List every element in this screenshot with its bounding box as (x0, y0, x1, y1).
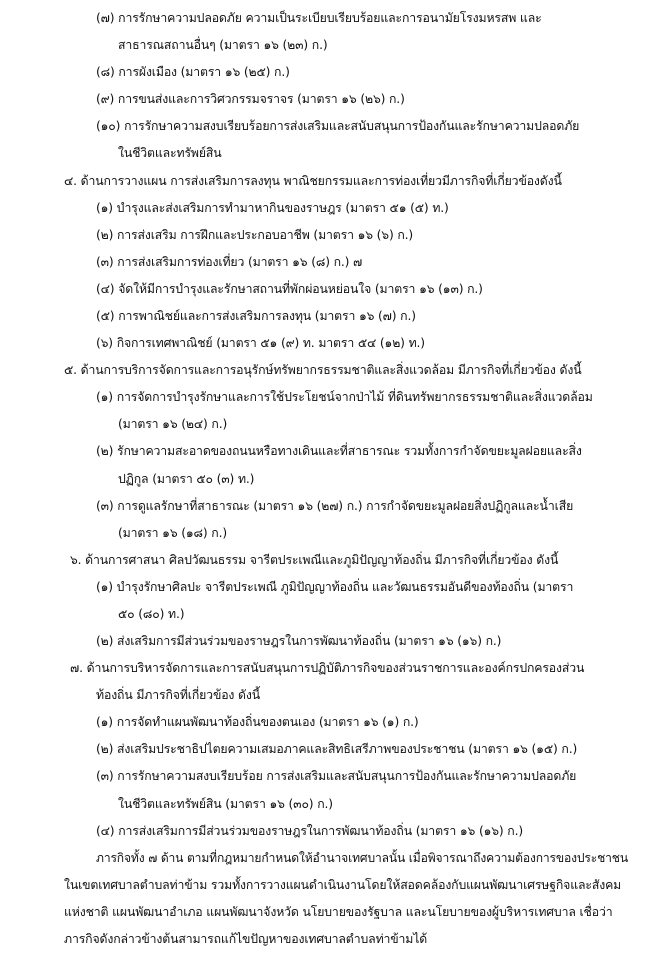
section-5-item-2: (๒) รักษาความสะอาดของถนนหรือทางเดินและที่สาธารณะ รวมทั้งการกำจัดขยะมูลฝอยและสิ่ง (96, 444, 582, 458)
summary-paragraph-line-2: ในเขตเทศบาลตำบลท่าข้าม รวมทั้งการวางแผนดำเนินงานโดยให้สอดคล้องกับแผนพัฒนาเศรษฐกิจและสังคม (64, 878, 622, 892)
item-9-transport: (๙) การขนส่งและการวิศวกรรมจราจร (มาตรา ๑๖ (๒๖) ก.) (96, 92, 405, 106)
item-10-order: (๑๐) การรักษาความสงบเรียบร้อยการส่งเสริมและสนับสนุนการป้องกันและรักษาความปลอดภัย (96, 119, 580, 133)
section-7-heading: ๗. ด้านการบริหารจัดการและการสนับสนุนการปฏิบัติภารกิจของส่วนราชการและองค์กรปกครองส่วน (70, 661, 585, 675)
section-5-item-1-continuation: (มาตรา ๑๖ (๒๔) ก.) (118, 417, 228, 431)
section-4-item-6: (๖) กิจการเทศพาณิชย์ (มาตรา ๕๑ (๙) ท. มาตรา ๕๔ (๑๒) ท.) (96, 336, 425, 350)
item-7-public-safety: (๗) การรักษาความปลอดภัย ความเป็นระเบียบเรียบร้อยและการอนามัยโรงมหรสพ และ (96, 11, 542, 25)
summary-paragraph-line-4: ภารกิจดังกล่าวข้างต้นสามารถแก้ไขปัญหาของเทศบาลตำบลท่าข้ามได้ (64, 932, 428, 946)
section-4-item-5: (๕) การพาณิชย์และการส่งเสริมการลงทุน (มาตรา ๑๖ (๗) ก.) (96, 309, 416, 323)
section-7-item-4: (๔) การส่งเสริมการมีส่วนร่วมของราษฎรในการพัฒนาท้องถิ่น (มาตรา ๑๖ (๑๖) ก.) (96, 824, 524, 838)
section-4-item-3: (๓) การส่งเสริมการท่องเที่ยว (มาตรา ๑๖ (๘) ก.) ๗ (96, 255, 363, 269)
item-10-continuation: ในชีวิตและทรัพย์สิน (118, 146, 222, 160)
section-5-item-1: (๑) การจัดการบำรุงรักษาและการใช้ประโยชน์จากป่าไม้ ที่ดินทรัพยากรธรรมชาติและสิ่งแวดล้อม (96, 390, 593, 404)
section-6-item-2: (๒) ส่งเสริมการมีส่วนร่วมของราษฎรในการพัฒนาท้องถิ่น (มาตรา ๑๖ (๑๖) ก.) (96, 634, 502, 648)
section-5-item-2-continuation: ปฏิกูล (มาตรา ๕๐ (๓) ท.) (118, 472, 255, 486)
section-6-heading: ๖. ด้านการศาสนา ศิลปวัฒนธรรม จารีตประเพณีและภูมิปัญญาท้องถิ่น มีภารกิจที่เกี่ยวข้อง ดังนี้ (70, 553, 559, 567)
summary-paragraph-line-3: แห่งชาติ แผนพัฒนาอำเภอ แผนพัฒนาจังหวัด นโยบายของรัฐบาล และนโยบายของผู้บริหารเทศบาล เชื่อว่า (64, 905, 613, 919)
summary-paragraph-line-1: ภารกิจทั้ง ๗ ด้าน ตามที่กฎหมายกำหนดให้อำนาจเทศบาลนั้น เมื่อพิจารณาถึงความต้องการของประชาชน (96, 851, 628, 865)
section-7-item-2: (๒) ส่งเสริมประชาธิปไตยความเสมอภาคและสิทธิเสรีภาพของประชาชน (มาตรา ๑๖ (๑๕) ก.) (96, 742, 578, 756)
section-5-heading: ๕. ด้านการบริการจัดการและการอนุรักษ์ทรัพยากรธรรมชาติและสิ่งแวดล้อม มีภารกิจที่เกี่ยวข้อง ดังนี้ (64, 363, 582, 377)
section-6-item-1: (๑) บำรุงรักษาศิลปะ จารีตประเพณี ภูมิปัญญาท้องถิ่น และวัฒนธรรมอันดีของท้องถิ่น (มาตรา (96, 580, 574, 594)
section-7-item-1: (๑) การจัดทำแผนพัฒนาท้องถิ่นของตนเอง (มาตรา ๑๖ (๑) ก.) (96, 715, 419, 729)
section-5-item-3: (๓) การดูแลรักษาที่สาธารณะ (มาตรา ๑๖ (๒๗) ก.) การกำจัดขยะมูลฝอยสิ่งปฏิกูลและน้ำเสีย (96, 499, 574, 513)
section-4-item-2: (๒) การส่งเสริม การฝึกและประกอบอาชีพ (มาตรา ๑๖ (๖) ก.) (96, 228, 414, 242)
section-4-item-4: (๔) จัดให้มีการบำรุงและรักษาสถานที่พักผ่อนหย่อนใจ (มาตรา ๑๖ (๑๓) ก.) (96, 282, 483, 296)
section-7-heading-continuation: ท้องถิ่น มีภารกิจที่เกี่ยวข้อง ดังนี้ (96, 688, 260, 702)
item-7-continuation: สาธารณสถานอื่นๆ (มาตรา ๑๖ (๒๓) ก.) (118, 38, 328, 52)
section-7-item-3: (๓) การรักษาความสงบเรียบร้อย การส่งเสริมและสนับสนุนการป้องกันและรักษาความปลอดภัย (96, 769, 577, 783)
section-7-item-3-continuation: ในชีวิตและทรัพย์สิน (มาตรา ๑๖ (๓๐) ก.) (118, 797, 333, 811)
section-4-item-1: (๑) บำรุงและส่งเสริมการทำมาหากินของราษฎร (มาตรา ๕๑ (๕) ท.) (96, 201, 449, 215)
item-8-town-planning: (๘) การผังเมือง (มาตรา ๑๖ (๒๕) ก.) (96, 65, 290, 79)
section-5-item-3-continuation: (มาตรา ๑๖ (๑๘) ก.) (118, 526, 227, 540)
section-6-item-1-continuation: ๕๐ (๘๐) ท.) (118, 607, 185, 621)
section-4-heading: ๔. ด้านการวางแผน การส่งเสริมการลงทุน พาณิชยกรรมและการท่องเที่ยวมีภารกิจที่เกี่ยวข้องดังนี้ (64, 174, 562, 188)
